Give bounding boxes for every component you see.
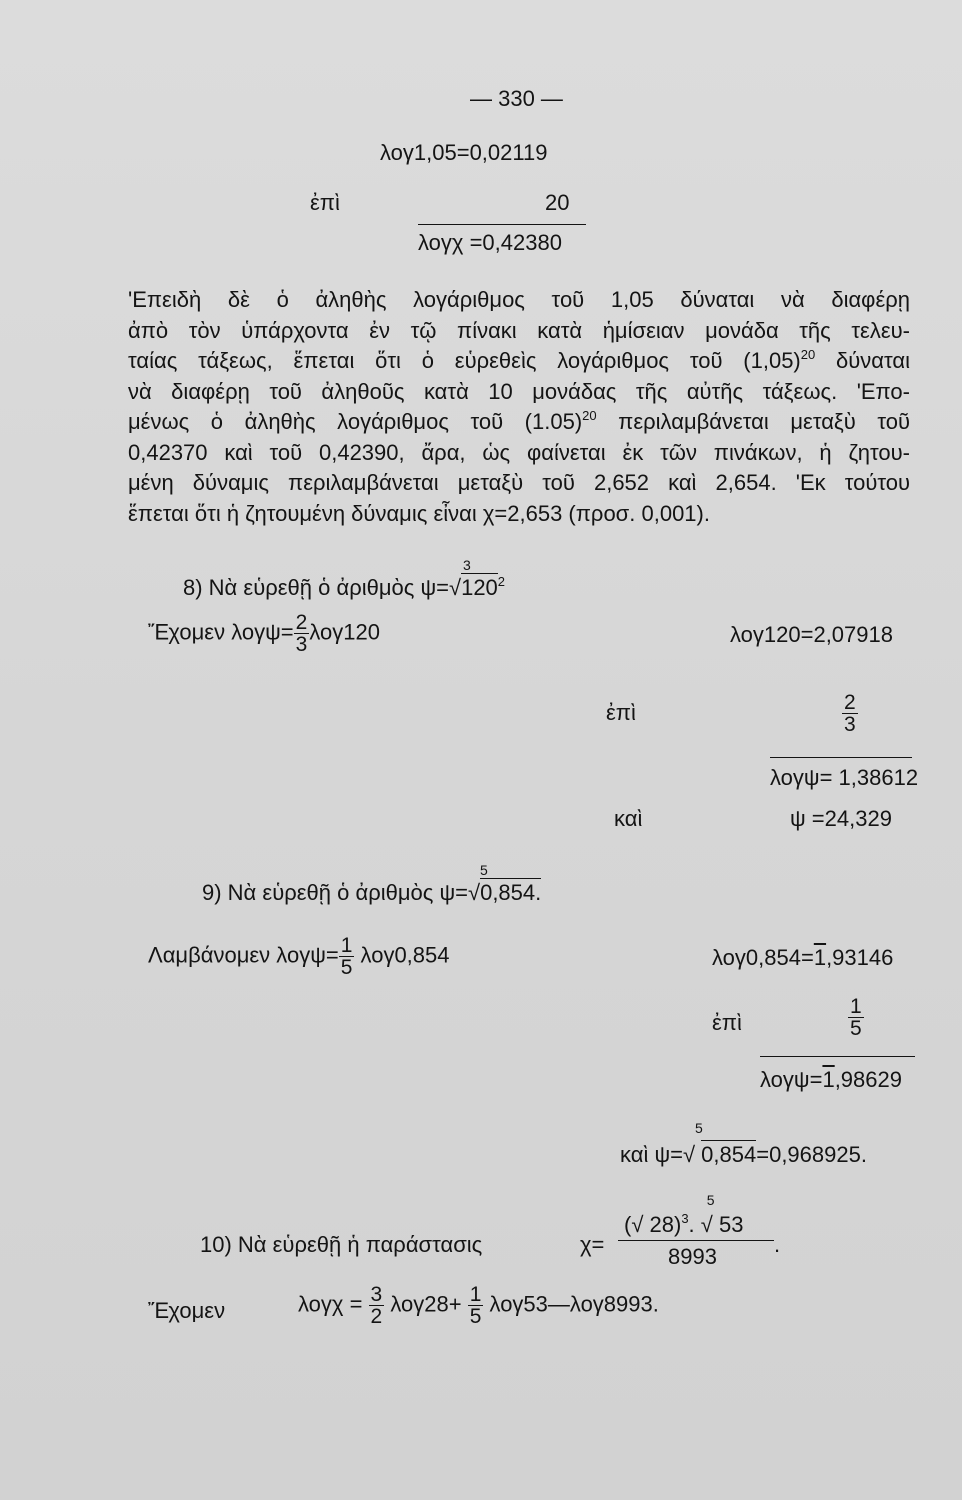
fraction: $\frac{2}{3}$	[844, 691, 856, 736]
para-line: 'Επειδὴ δὲ ὁ ἀληθὴς λογάριθμος τοῦ 1,05 δύναται νὰ διαφέρῃ	[128, 287, 910, 312]
ex10-trailing-dot: .	[774, 1232, 781, 1257]
log-line: λογ1,05=0,02119	[380, 140, 548, 165]
exercise-8-heading: 8) Νὰ εὑρεθῇ ὁ ἀριθμὸς ψ= 3 $√120^2$	[183, 557, 506, 600]
ex8-log120: λογ120=2,07918	[730, 622, 893, 647]
fraction: $\frac{2}{3}$	[295, 611, 308, 656]
ex10-have: Ἔχομεν	[148, 1298, 226, 1323]
log-result: λογχ =0,42380	[418, 230, 562, 255]
fifth-root: 5 √0,854.	[468, 862, 542, 905]
cube-root: 3 $√120^2$	[449, 557, 506, 600]
para-line: μένως ὁ ἀληθὴς λογάριθμος τοῦ $(1.05)^{20}$ περιλαμβάνεται μεταξὺ τοῦ	[128, 408, 910, 434]
ex9-log0854: λογ0,854=1,93146	[712, 945, 894, 970]
fraction: $\frac{1}{5}$	[340, 934, 353, 979]
page-number: — 330 —	[470, 86, 563, 111]
ex9-final: καὶ ψ= 5 √ 0,854=0,968925.	[620, 1120, 867, 1167]
ex9-log-result: λογψ=1,98629	[760, 1067, 902, 1092]
ex10-numerator: (√ 28)$^3$. 5 √ 53	[624, 1192, 744, 1237]
epi-label: ἐπὶ	[712, 1010, 742, 1035]
fraction: $\frac{1}{5}$	[850, 995, 862, 1040]
sum-rule	[760, 1056, 915, 1057]
fifth-root: 5 √ 0,854	[682, 1120, 757, 1167]
exercise-9-heading: 9) Νὰ εὑρεθῇ ὁ ἀριθμὸς ψ= 5 √0,854.	[202, 862, 542, 905]
sum-rule	[770, 757, 912, 758]
fraction-bar	[618, 1240, 774, 1241]
para-line: ἕπεται ὅτι ἡ ζητουμένη δύναμις εἶναι χ=2,653 (προσ. 0,001).	[128, 500, 710, 526]
ex10-x-eq: χ=	[580, 1232, 605, 1257]
exercise-8-equation: Ἔχομεν λογψ= $\frac{2}{3}$ λογ120	[148, 611, 380, 656]
para-line: ταίας τάξεως, ἕπεται ὅτι ὁ εὑρεθεὶς λογάριθμος τοῦ $(1,05)^{20}$ δύναται	[128, 347, 910, 373]
ex8-final: ψ =24,329	[790, 806, 892, 831]
explanation-paragraph	[128, 285, 910, 529]
exercise-10-heading: 10) Νὰ εὑρεθῇ ἡ παράστασις	[200, 1232, 483, 1257]
ex10-equation: λογχ = $\frac{3}{2}$ λογ28+ $\frac{1}{5}$ λογ53—λογ8993.	[298, 1283, 659, 1328]
para-line: νὰ διαφέρῃ τοῦ ἀληθοῦς κατὰ 10 μονάδας τῆς αὐτῆς τάξεως. 'Επο-	[128, 378, 910, 404]
epi-label: ἐπὶ	[606, 700, 636, 725]
ex10-denominator: 8993	[668, 1244, 717, 1269]
epi-label: ἐπὶ	[310, 190, 340, 215]
exercise-9-equation: Λαμβάνομεν λογψ= $\frac{1}{5}$ λογ0,854	[148, 934, 450, 979]
para-line: μένη δύναμις περιλαμβάνεται μεταξὺ τοῦ 2,652 καὶ 2,654. 'Εκ τούτου	[128, 470, 910, 495]
kai-label: καὶ	[614, 806, 643, 831]
para-line: ἀπὸ τὸν ὑπάρχοντα ἐν τῷ πίνακι κατὰ ἡμίσειαν μονάδα τῆς τελευ-	[128, 317, 910, 343]
sum-rule	[418, 224, 586, 225]
ex8-log-result: λογψ= 1,38612	[770, 765, 919, 790]
multiplier: 20	[545, 190, 570, 215]
para-line: 0,42370 καὶ τοῦ 0,42390, ἄρα, ὡς φαίνεται ἐκ τῶν πινάκων, ἡ ζητου-	[128, 439, 910, 465]
